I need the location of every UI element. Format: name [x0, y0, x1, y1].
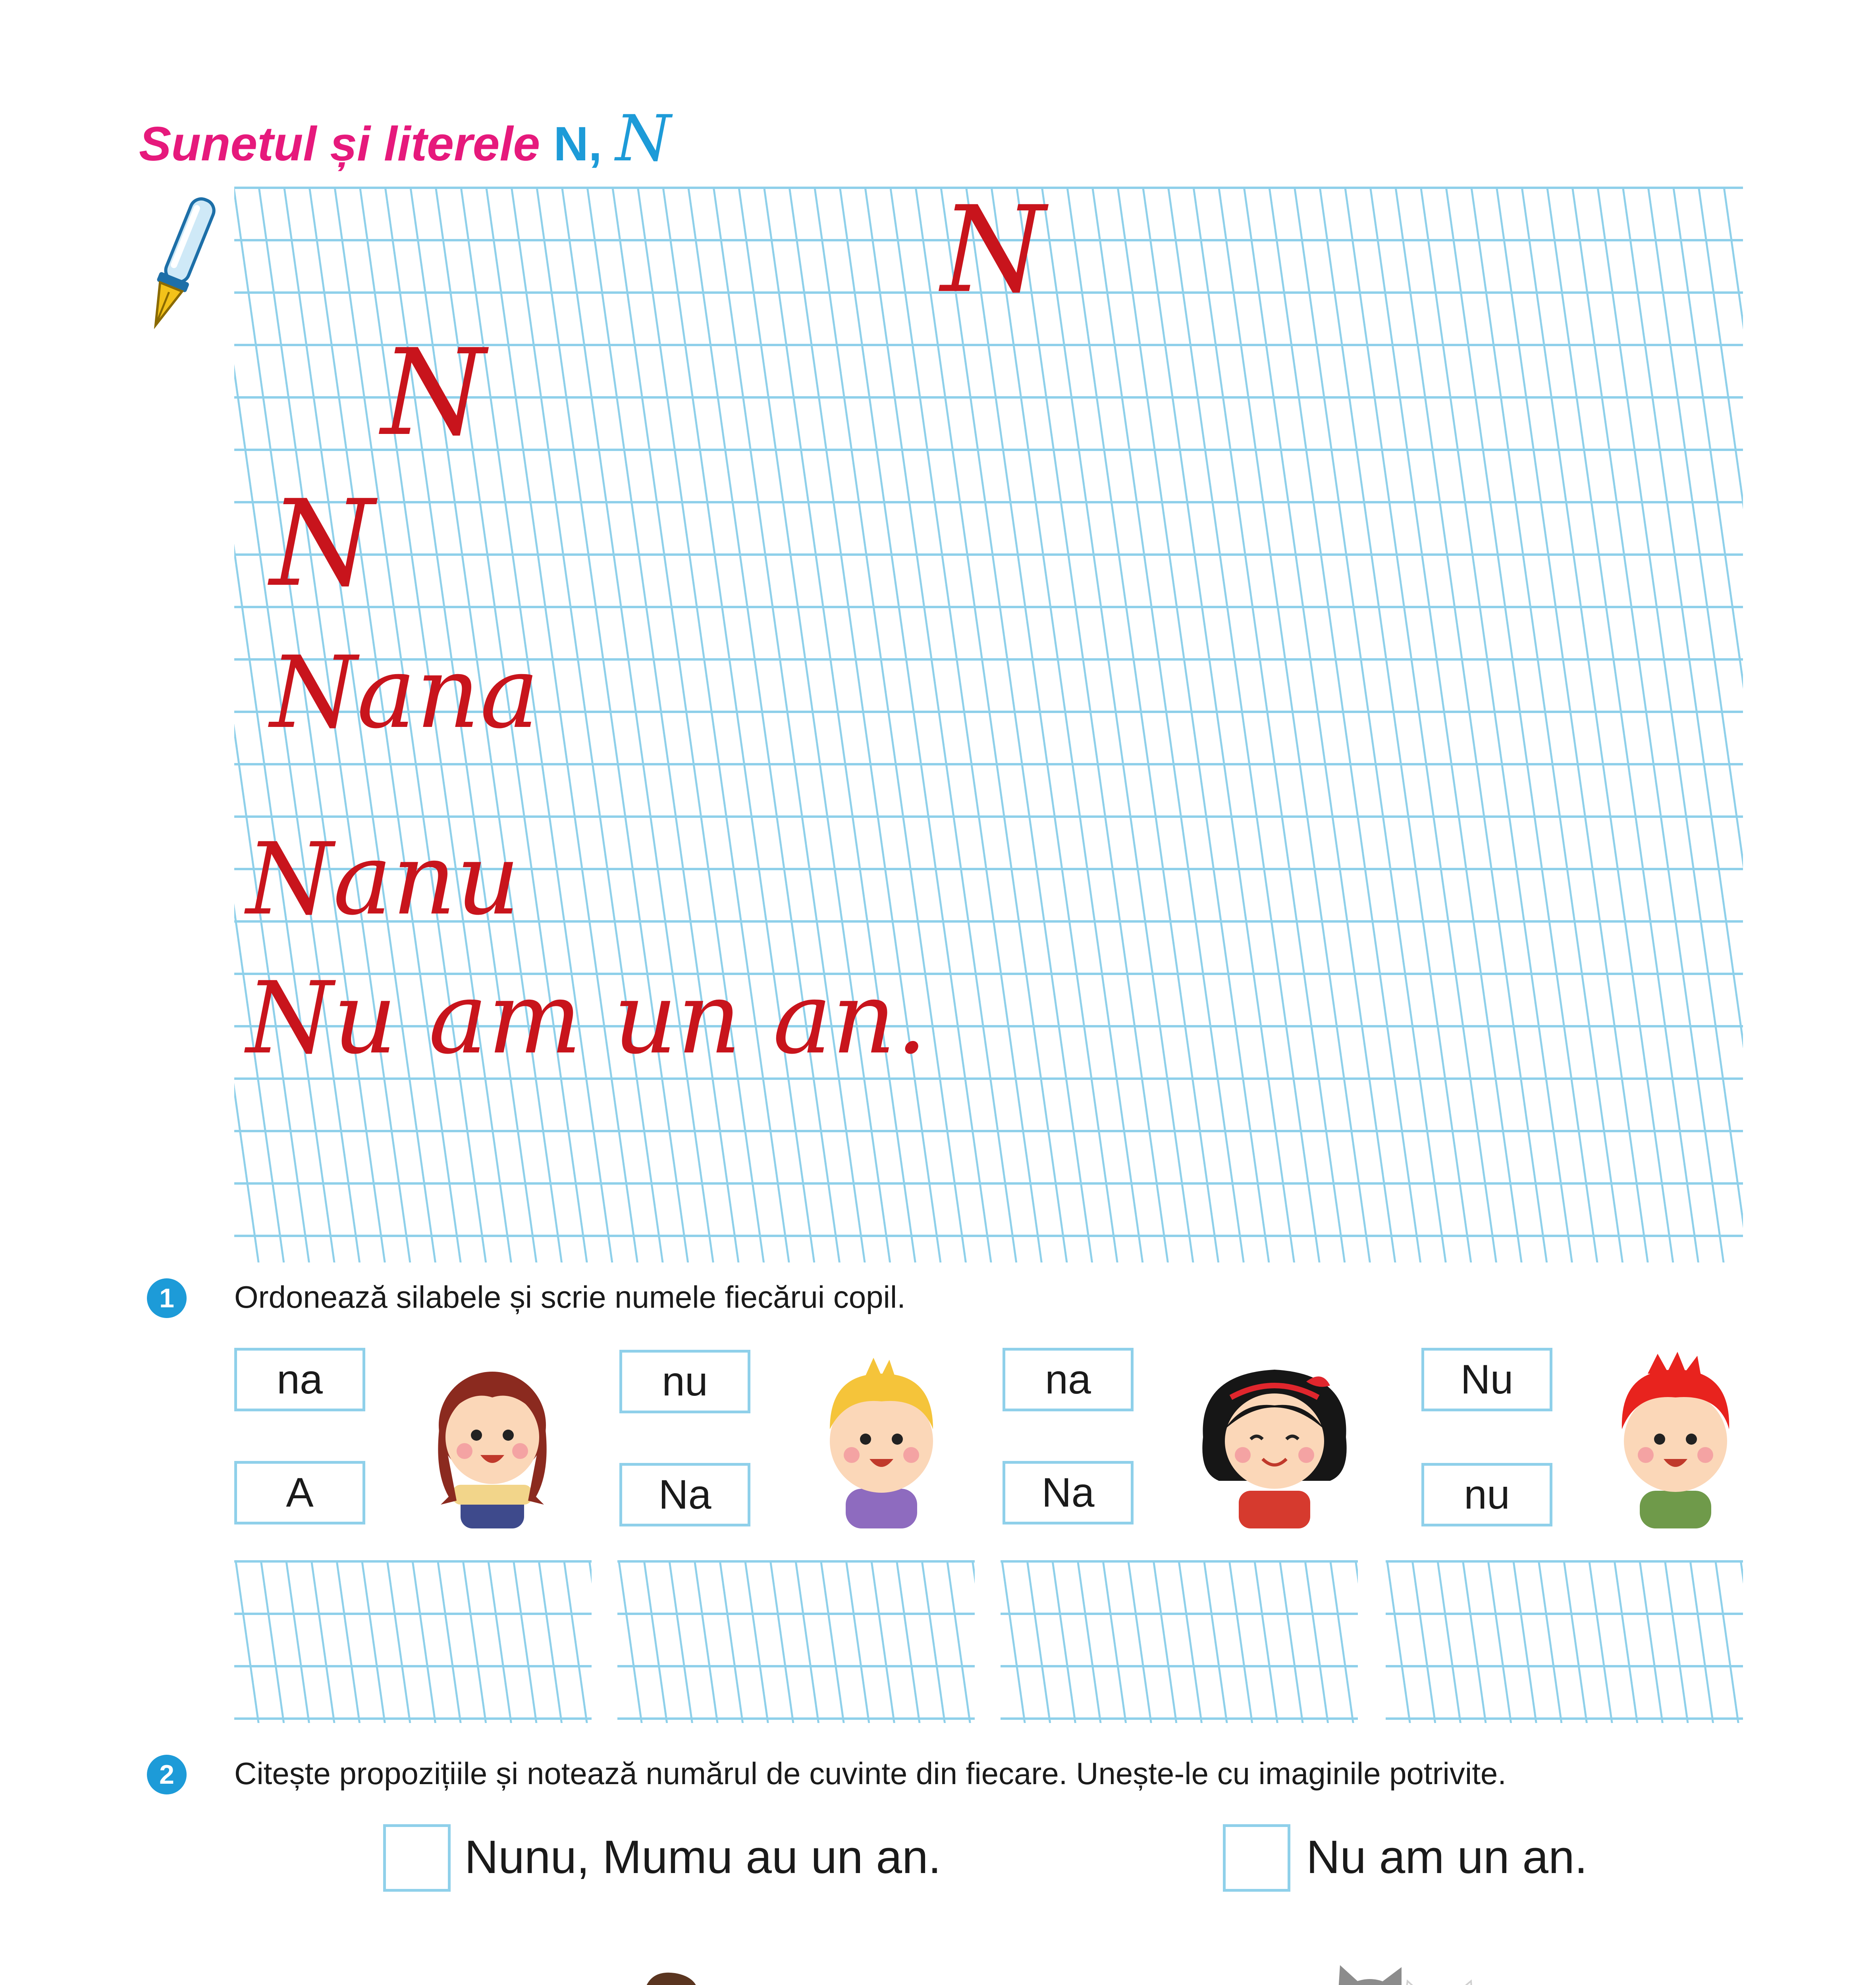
- model-word-nanu: Nanu: [246, 821, 520, 937]
- model-letter-2: N: [381, 324, 486, 462]
- writing-grid-child-3[interactable]: [1001, 1560, 1358, 1723]
- syllable-box: nu: [619, 1350, 750, 1413]
- syllable-box: A: [234, 1461, 365, 1524]
- fountain-pen-icon: [139, 187, 218, 345]
- syllable-box: Na: [1003, 1461, 1134, 1524]
- syllable-box: na: [234, 1348, 365, 1411]
- black-haired-girl-icon: [1187, 1338, 1362, 1528]
- syllable-box: nu: [1421, 1463, 1552, 1526]
- syllable-box: na: [1003, 1348, 1134, 1411]
- writing-grid-child-2[interactable]: [617, 1560, 975, 1723]
- girl-with-braids-icon: [417, 1338, 568, 1528]
- cats-in-basket-icon: [1302, 1957, 1517, 1985]
- syllable-box: Na: [619, 1463, 750, 1526]
- sentence-2: Nu am un an.: [1306, 1831, 1588, 1883]
- exercise-2-number: 2: [147, 1755, 187, 1794]
- exercise-2-instruction: Citește propozițiile și notează numărul de cuvinte din fiecare. Unește-le cu imaginile potrivite.: [234, 1756, 1506, 1791]
- writing-grid-child-1[interactable]: [234, 1560, 592, 1723]
- title-letter-print: N,: [553, 117, 602, 171]
- writing-grid-child-4[interactable]: [1386, 1560, 1743, 1723]
- model-word-nana: Nana: [270, 635, 539, 750]
- model-letter-3: N: [270, 474, 374, 613]
- exercise-1-number: 1: [147, 1278, 187, 1318]
- word-count-box-1[interactable]: [383, 1824, 451, 1892]
- word-count-box-2[interactable]: [1223, 1824, 1290, 1892]
- title-letter-cursive: N: [615, 101, 671, 175]
- red-haired-boy-icon: [1600, 1338, 1751, 1528]
- model-sentence: Nu am un an.: [246, 960, 927, 1076]
- model-letter-1: N: [941, 181, 1045, 319]
- exercise-1-instruction: Ordonează silabele și scrie numele fiecărui copil.: [234, 1280, 906, 1314]
- sentence-1: Nunu, Mumu au un an.: [465, 1831, 941, 1883]
- blond-boy-icon: [806, 1338, 957, 1528]
- syllable-box: Nu: [1421, 1348, 1552, 1411]
- child-at-desk-icon: [611, 1965, 746, 1985]
- title-text: Sunetul și literele: [139, 117, 540, 171]
- page-title: [139, 101, 671, 175]
